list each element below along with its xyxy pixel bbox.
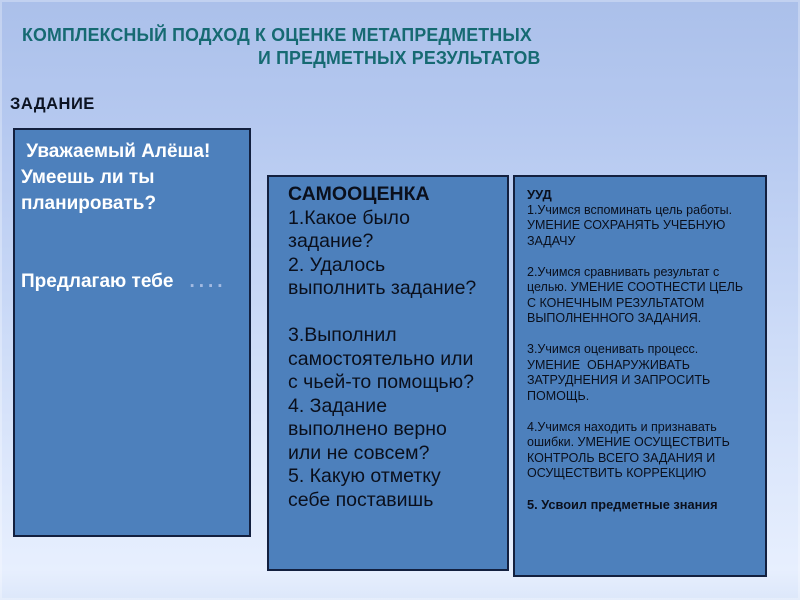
- text-line: целью. УМЕНИЕ СООТНЕСТИ ЦЕЛЬ: [527, 280, 744, 294]
- text-line: [527, 482, 761, 498]
- text-line: Умеешь ли ты: [21, 167, 155, 188]
- self-assessment-heading: САМООЦЕНКА: [288, 183, 430, 205]
- text-line: планировать?: [21, 193, 157, 214]
- task-last-line: Предлагаю тебе: [21, 271, 174, 292]
- uud-footer-line: 5. Усвоил предметные знания: [527, 497, 718, 512]
- text-line: [527, 327, 761, 343]
- text-line: самостоятельно или: [288, 347, 474, 370]
- section-label-zadanie: ЗАДАНИЕ: [10, 95, 95, 113]
- self-assessment-lines: [288, 207, 503, 513]
- text-line: 3.Учимся оценивать процесс.: [527, 342, 699, 356]
- text-line: 1.Какое было: [288, 206, 410, 229]
- uud-lines: [527, 203, 761, 498]
- text-line: выполнено верно: [288, 418, 447, 440]
- text-line: 5. Какую отметку: [288, 465, 441, 487]
- text-line: с чьей-то помощью?: [288, 371, 475, 393]
- task-ellipsis-dots: ....: [189, 271, 227, 292]
- self-assessment-textbox: [267, 175, 509, 571]
- text-line: выполнить задание?: [288, 277, 477, 299]
- text-line: УМЕНИЕ ОБНАРУЖИВАТЬ: [527, 357, 690, 372]
- text-line: ВЫПОЛНЕННОГО ЗАДАНИЯ.: [527, 311, 702, 325]
- text-line: 2. Удалось: [288, 253, 386, 276]
- text-line: С КОНЕЧНЫМ РЕЗУЛЬТАТОМ: [527, 295, 705, 310]
- text-line: ЗАТРУДНЕНИЯ И ЗАПРОСИТЬ: [527, 373, 711, 387]
- task-text-lines: [21, 139, 245, 217]
- text-line: Уважаемый Алёша!: [21, 141, 211, 162]
- text-line: или не совсем?: [288, 441, 430, 464]
- task-last-line-wrap: [21, 217, 245, 321]
- text-line: [288, 301, 503, 325]
- text-line: 1.Учимся вспоминать цель работы.: [527, 202, 733, 217]
- slide-title-line2: И ПРЕДМЕТНЫХ РЕЗУЛЬТАТОВ: [258, 47, 541, 68]
- text-line: ЗАДАЧУ: [527, 233, 576, 248]
- slide-title-line1: КОМПЛЕКСНЫЙ ПОДХОД К ОЦЕНКЕ МЕТАПРЕДМЕТНЫХ: [22, 24, 532, 45]
- text-line: КОНТРОЛЬ ВСЕГО ЗАДАНИЯ И: [527, 450, 716, 465]
- uud-textbox: [513, 175, 767, 577]
- text-line: [527, 249, 761, 265]
- text-line: ОСУЩЕСТВИТЬ КОРРЕКЦИЮ: [527, 466, 707, 480]
- text-line: задание?: [288, 230, 374, 252]
- text-line: [527, 404, 761, 420]
- text-line: себе поставишь: [288, 488, 434, 511]
- uud-heading: УУД: [527, 187, 552, 202]
- text-line: 2.Учимся сравнивать результат с: [527, 264, 720, 279]
- task-textbox: [13, 128, 251, 537]
- text-line: ошибки. УМЕНИЕ ОСУЩЕСТВИТЬ: [527, 435, 730, 449]
- text-line: ПОМОЩЬ.: [527, 388, 590, 403]
- text-line: УМЕНИЕ СОХРАНЯТЬ УЧЕБНУЮ: [527, 218, 726, 232]
- text-line: 4. Задание: [288, 394, 388, 417]
- text-line: 4.Учимся находить и признавать: [527, 419, 717, 434]
- text-line: 3.Выполнил: [288, 324, 397, 346]
